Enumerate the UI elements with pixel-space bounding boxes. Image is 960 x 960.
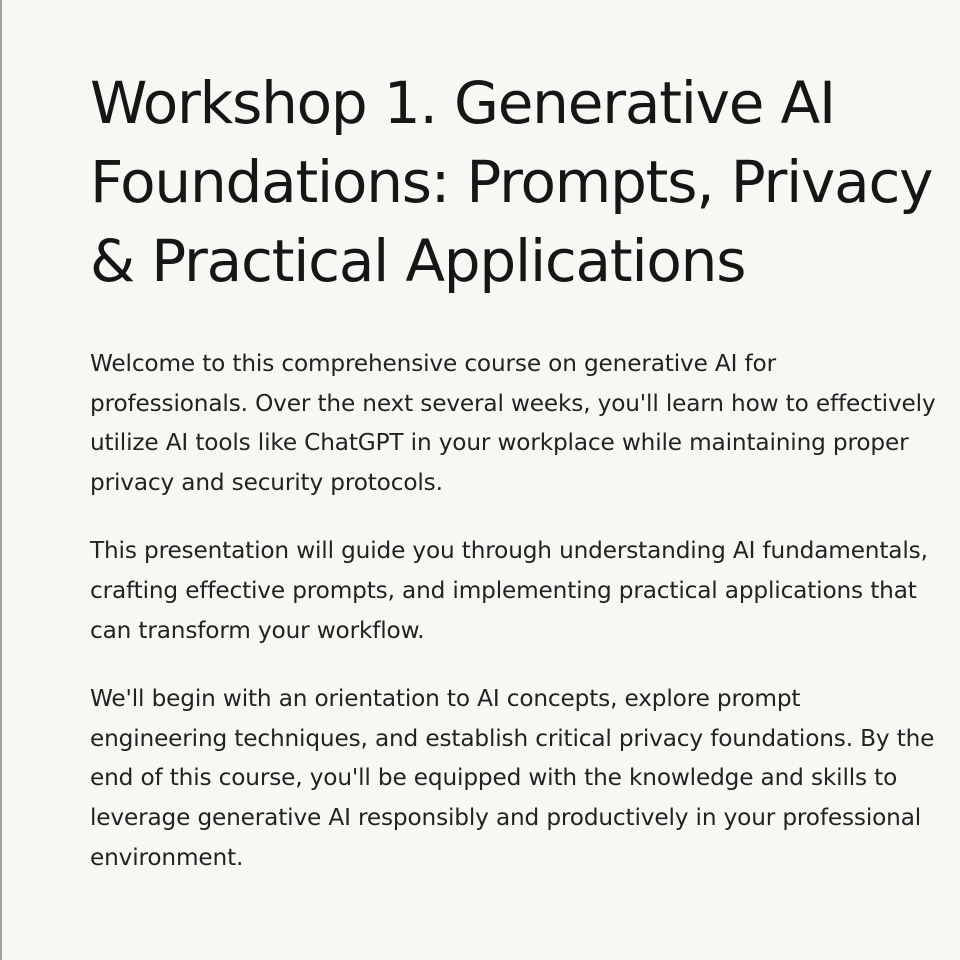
slide-content [90, 64, 936, 906]
intro-paragraph: Welcome to this comprehensive course on generative AI for professionals. Over the next several weeks, you'll learn how to effectively utilize AI tools like ChatGPT in your workplace while maintaining proper privacy and security protocols. [90, 350, 936, 496]
overview-paragraph: This presentation will guide you through understanding AI fundamentals, crafting effective prompts, and implementing practical applications that can transform your workflow. [90, 537, 928, 644]
left-edge-divider [0, 0, 2, 960]
outcomes-paragraph: We'll begin with an orientation to AI concepts, explore prompt engineering techniques, and establish critical privacy foundations. By the end of this course, you'll be equipped with the knowledge and skills to leverage generative AI responsibly and productively in your professional environment. [90, 685, 935, 871]
slide-title: Workshop 1. Generative AI Foundations: Prompts, Privacy & Practical Applications [90, 69, 933, 295]
slide-body [90, 344, 936, 877]
